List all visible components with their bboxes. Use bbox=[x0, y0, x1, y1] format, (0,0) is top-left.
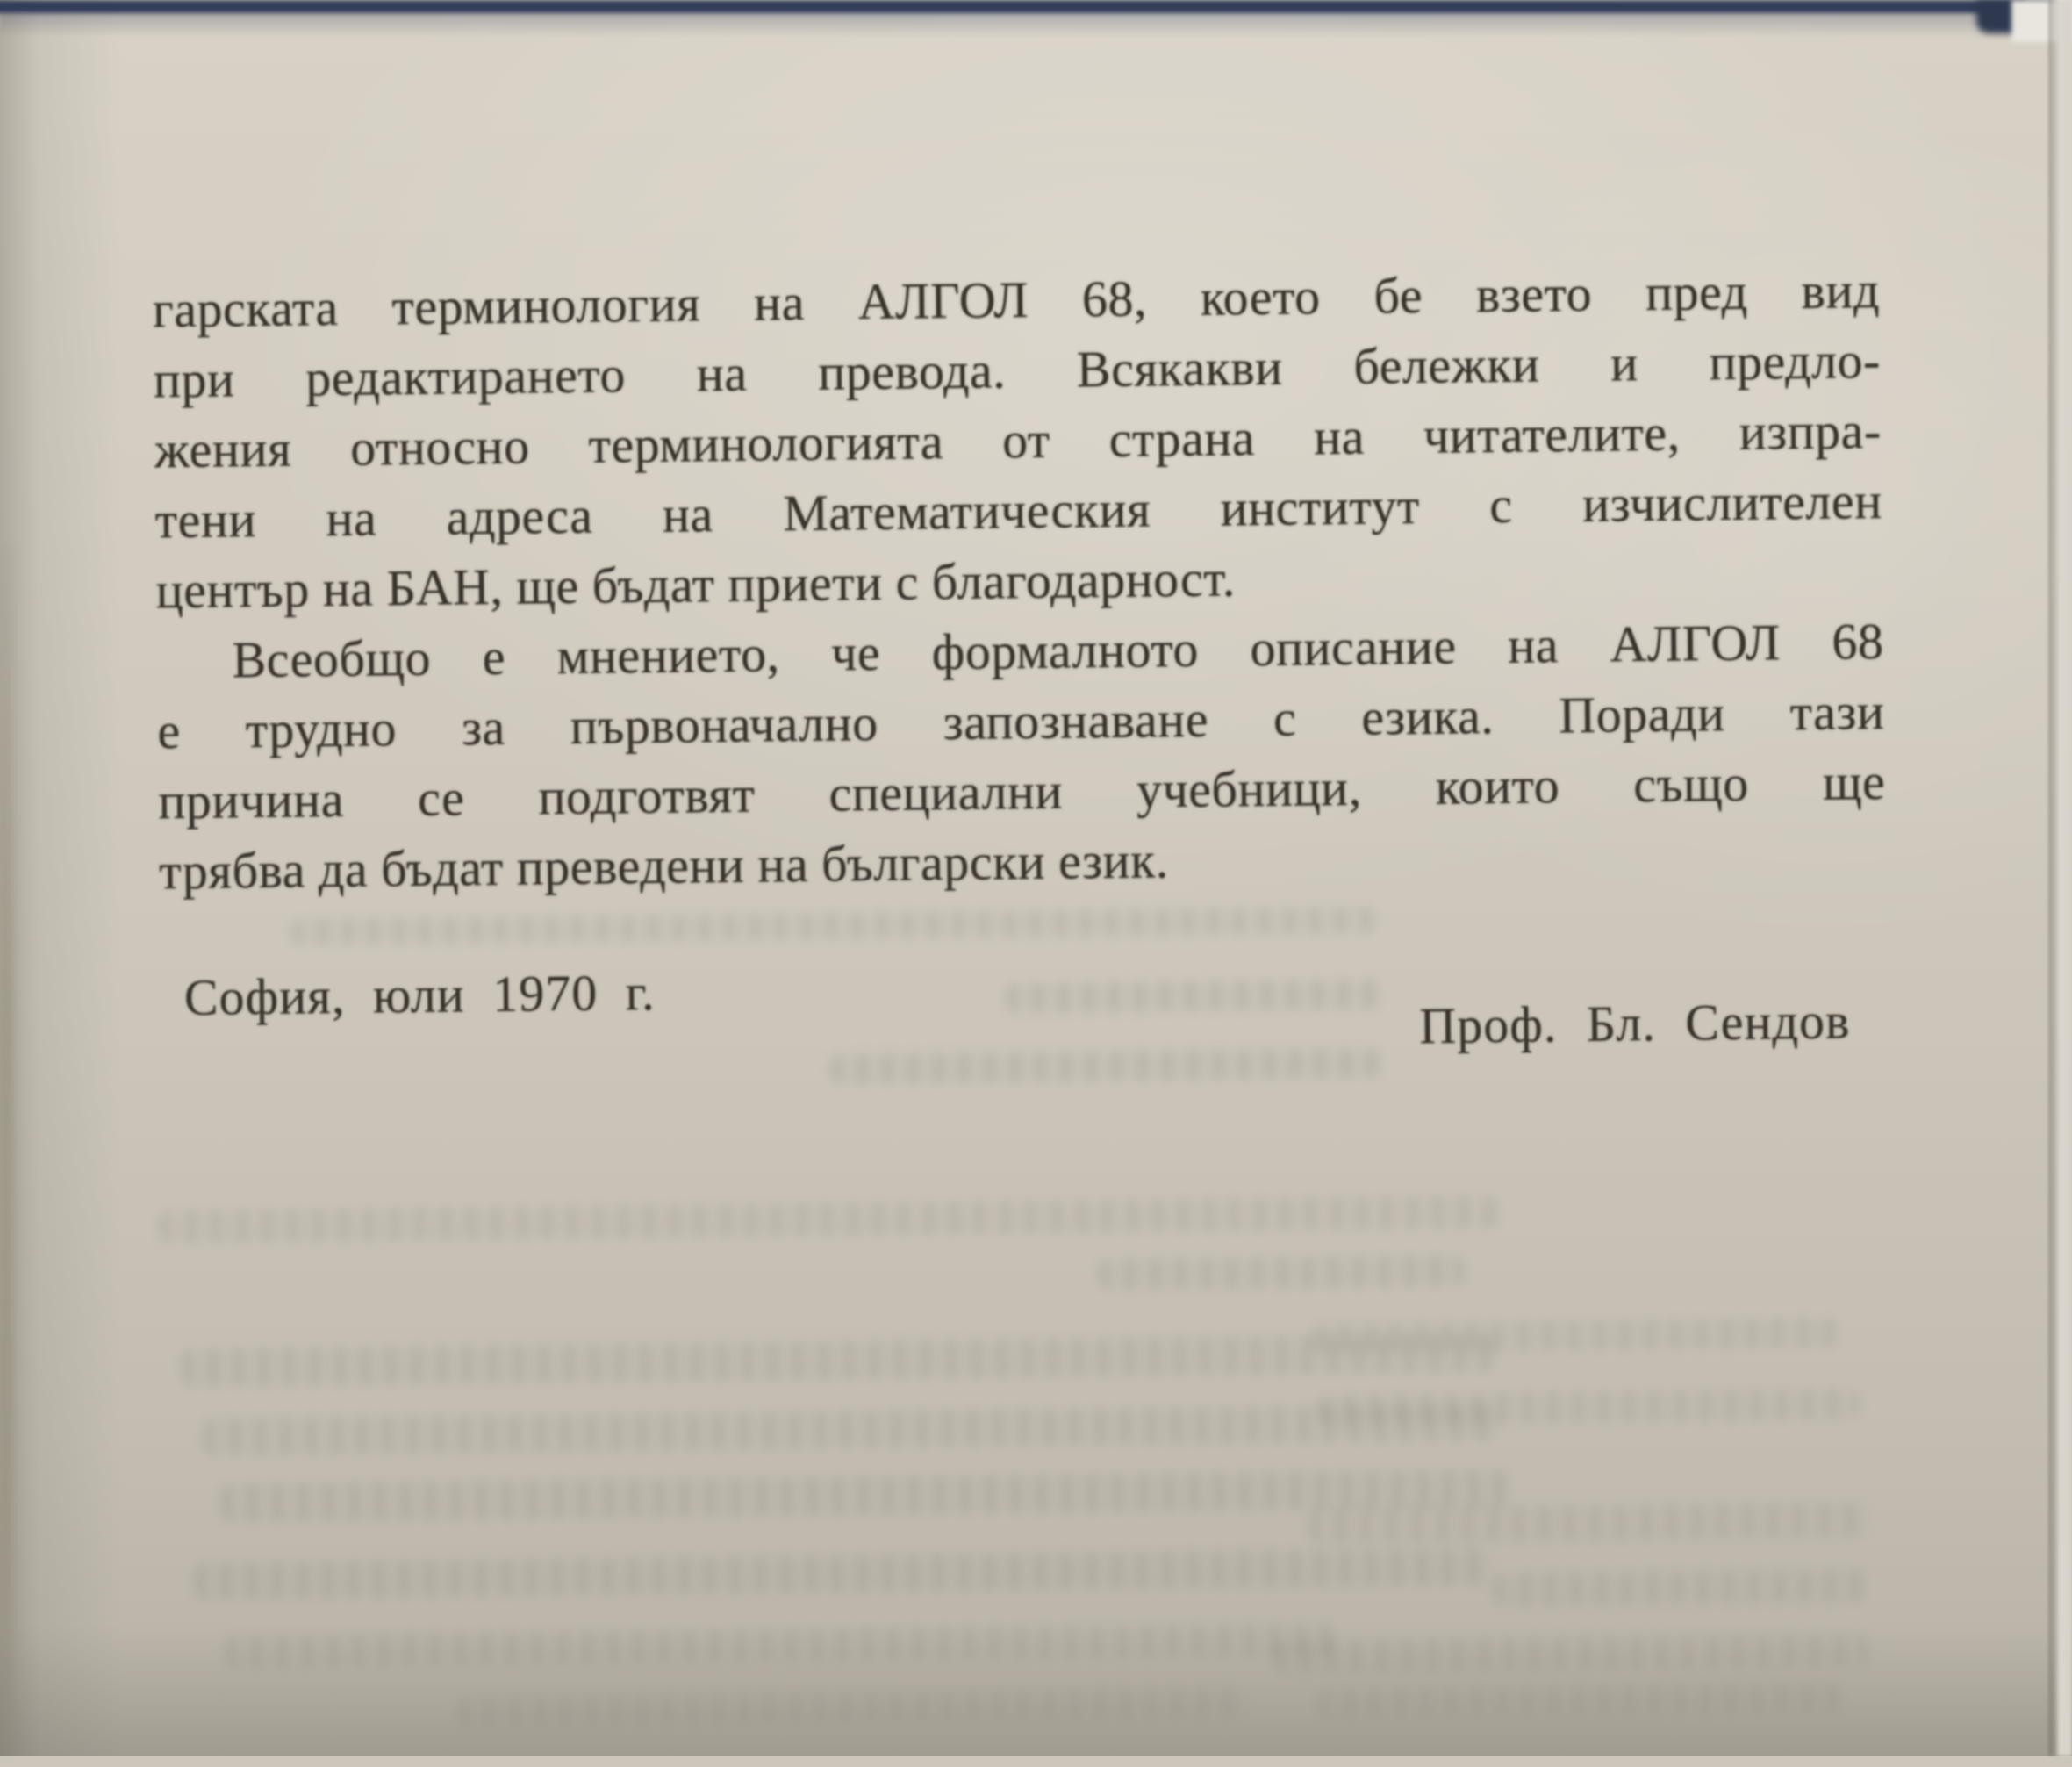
author-signature: Проф. Бл. Сендов bbox=[1418, 992, 1851, 1055]
paragraph-2 bbox=[156, 607, 1887, 907]
text-line: трябва да бъдат преведени на български език. bbox=[158, 831, 1170, 901]
text-line: тени на адреса на Математическия институт с изчислителен bbox=[154, 472, 1882, 549]
paragraph-1 bbox=[153, 255, 1883, 626]
text-line: център на БАН, ще бъдат приети с благодарност. bbox=[155, 549, 1237, 620]
text-line: гарската терминология на АЛГОЛ 68, което бе взето пред вид bbox=[152, 262, 1881, 339]
text-line: Всеобщо е мнението, че формалното описание на АЛГОЛ 68 bbox=[232, 613, 1884, 689]
text-line: е трудно за първоначално запознаване с езика. Поради тази bbox=[157, 683, 1885, 760]
body-text bbox=[153, 255, 1887, 907]
text-line: жения относно терминологията от страна на читателите, изпра- bbox=[154, 402, 1882, 479]
dateline: София, юли 1970 г. bbox=[183, 963, 656, 1027]
text-line: причина се подготвят специални учебници, които също ще bbox=[157, 753, 1886, 830]
text-line: при редактирането на превода. Всякакви бележки и предло- bbox=[153, 332, 1882, 409]
